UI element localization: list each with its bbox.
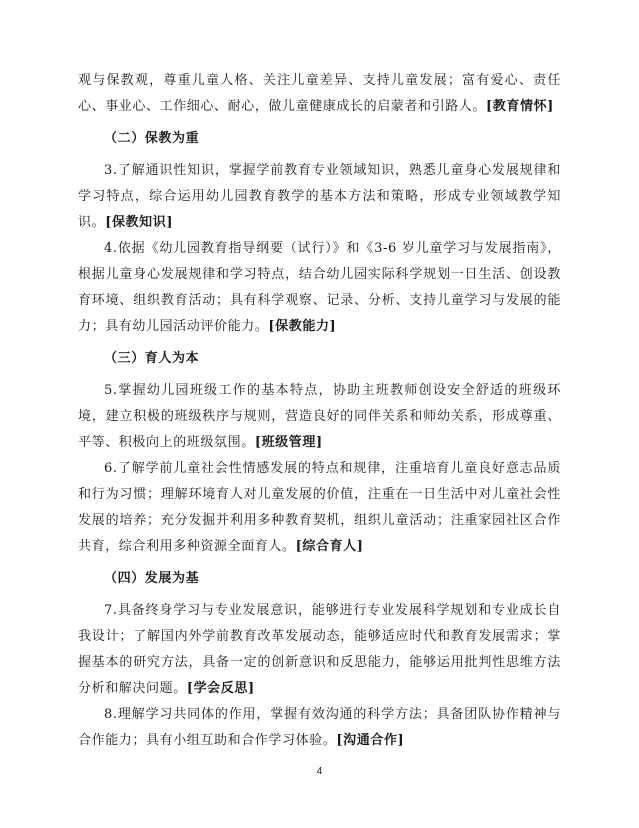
paragraph-item-7	[78, 598, 561, 702]
paragraph-tag: [班级管理]	[254, 435, 323, 450]
paragraph-text: 5.掌握幼儿园班级工作的基本特点，协助主班教师创设安全舒适的班级环境，建立积极的班级秩序与规则，营造良好的同伴关系和师幼关系，形成尊重、平等、积极向上的班级氛围。	[78, 383, 561, 450]
paragraph-item-4	[78, 236, 561, 340]
paragraph-text: 4.依据《幼儿园教育指导纲要（试行）》和《3-6 岁儿童学习与发展指南》，根据儿童身心发展规律和学习特点，结合幼儿园实际科学规划一日生活、创设教育环境、组织教育活动；具有科学观察、记录、分析、支持儿童学习与发展的能力；具有幼儿园活动评价能力。	[78, 241, 561, 334]
paragraph-tag: [保教知识]	[105, 215, 174, 230]
paragraph-item-3	[78, 158, 561, 236]
section-heading-4: （四）发展为基	[104, 571, 200, 586]
paragraph-tag: [学会反思]	[186, 681, 255, 696]
paragraph-text: 3.了解通识性知识，掌握学前教育专业领域知识，熟悉儿童身心发展规律和学习特点，综合运用幼儿园教育教学的基本方法和策略，形成专业领域教学知识。	[78, 163, 561, 230]
paragraph-tag: [沟通合作]	[336, 733, 405, 748]
paragraph-text: 8.理解学习共同体的作用，掌握有效沟通的科学方法；具备团队协作精神与合作能力；具有小组互助和合作学习体验。	[78, 707, 561, 748]
section-heading-3: （三）育人为本	[104, 351, 200, 366]
paragraph-item-5	[78, 378, 561, 456]
paragraph-item-6	[78, 456, 561, 560]
paragraph-text: 7.具备终身学习与专业发展意识，能够进行专业发展科学规划和专业成长自我设计；了解国内外学前教育改革发展动态，能够适应时代和教育发展需求；掌握基本的研究方法，具备一定的创新意识和反思能力，能够运用批判性思维方法分析和解决问题。	[78, 603, 561, 696]
paragraph-continued	[78, 68, 561, 120]
document-body	[78, 68, 561, 754]
paragraph-tag: [保教能力]	[268, 319, 337, 334]
paragraph-item-8	[78, 702, 561, 754]
paragraph-text: 6.了解学前儿童社会性情感发展的特点和规律，注重培育儿童良好意志品质和行为习惯；理解环境育人对儿童发展的价值，注重在一日生活中对儿童社会性发展的培养；充分发掘并利用多种教育契机，组织儿童活动；注重家园社区合作共育，综合利用多种资源全面育人。	[78, 461, 561, 554]
paragraph-text: 观与保教观，尊重儿童人格、关注儿童差异、支持儿童发展；富有爱心、责任心、事业心、工作细心、耐心，做儿童健康成长的启蒙者和引路人。	[78, 73, 561, 114]
paragraph-tag: [综合育人]	[295, 539, 364, 554]
paragraph-tag: [教育情怀]	[486, 99, 554, 114]
page-number: 4	[316, 766, 323, 777]
section-heading-2: （二）保教为重	[104, 131, 200, 146]
